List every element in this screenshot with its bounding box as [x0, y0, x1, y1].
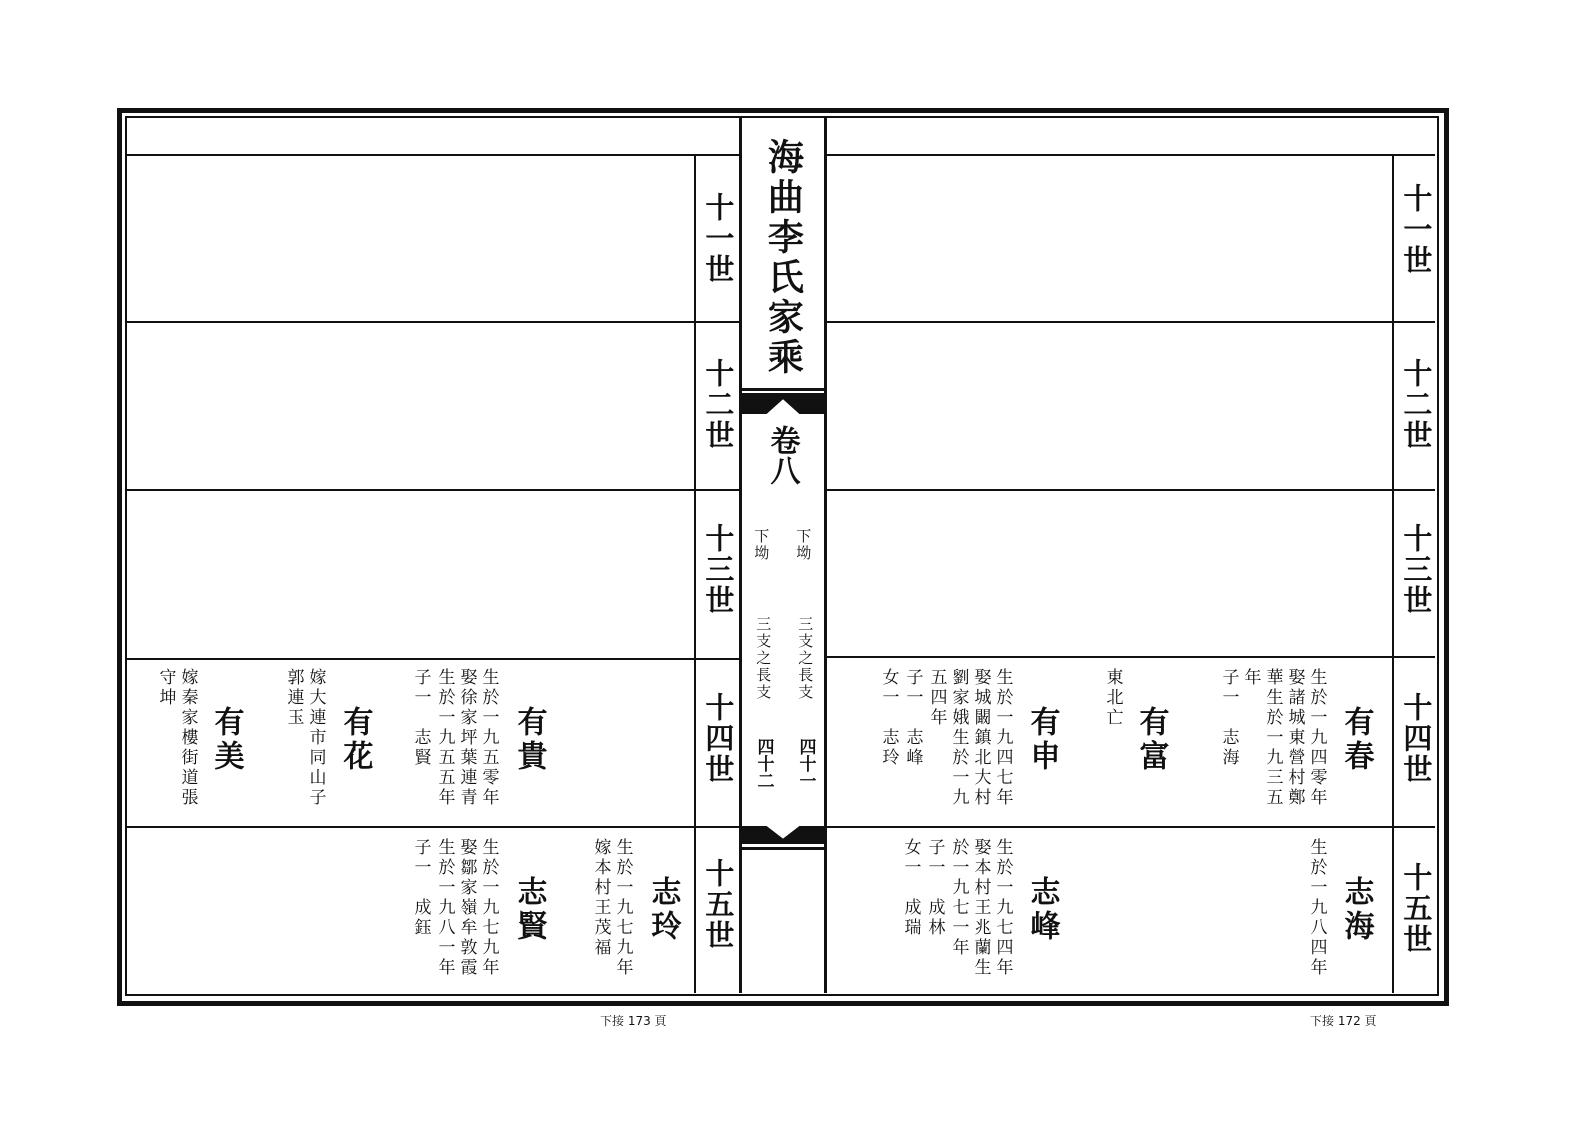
right-row-line — [827, 826, 1435, 828]
spine-village-left: 下坳 — [752, 528, 771, 562]
left-row-line — [127, 826, 739, 828]
gen-label-12-right: 十二世 — [1399, 358, 1434, 451]
spine-left-border — [739, 117, 742, 993]
book-title: 海曲李氏家乘 — [762, 138, 805, 378]
person-detail: 於一九七一年 — [948, 838, 969, 958]
person-detail: 劉家娥生於一九 — [948, 668, 969, 808]
gen-label-12-left: 十二世 — [701, 358, 736, 451]
person-name: 有美 — [208, 706, 244, 774]
person-name: 有花 — [337, 706, 373, 774]
person-detail: 生於一九四零年 — [1306, 668, 1327, 808]
volume-label: 卷八 — [764, 425, 800, 485]
person-detail: 嫁大連市同山子 — [305, 668, 326, 808]
right-row-line — [827, 154, 1435, 156]
gen-label-11-right: 十一世 — [1399, 183, 1434, 276]
page-number-right: 四十一 — [795, 738, 816, 789]
person-detail: 東北亡 — [1102, 668, 1123, 728]
person-detail: 子一 志海 — [1218, 668, 1239, 768]
person-detail: 子一 志賢 — [410, 668, 431, 768]
person-detail: 娶城闞鎮北大村 — [970, 668, 991, 808]
left-gen-column-border — [694, 155, 696, 993]
gen-label-11-left: 十一世 — [701, 192, 736, 285]
right-row-line — [827, 321, 1435, 323]
person-name: 有春 — [1338, 706, 1374, 774]
person-name: 志玲 — [645, 876, 681, 944]
gen-label-14-right: 十四世 — [1399, 692, 1434, 785]
person-detail: 嫁本村王茂福 — [590, 838, 611, 958]
person-detail: 女一 成瑞 — [900, 838, 921, 938]
person-name: 有貴 — [511, 706, 547, 774]
gen-label-15-left: 十五世 — [701, 858, 736, 951]
person-detail: 子一 志峰 — [902, 668, 923, 768]
person-detail: 娶諸城東營村鄭 — [1284, 668, 1305, 808]
footer-continuation-right: 下接 172 頁 — [1310, 1014, 1377, 1028]
person-detail: 生於一九八四年 — [1306, 838, 1327, 978]
person-detail: 生於一九七九年 — [478, 838, 499, 978]
person-detail: 生於一九八一年 — [434, 838, 455, 978]
person-detail: 華生於一九三五 — [1262, 668, 1283, 808]
person-name: 志賢 — [511, 876, 547, 944]
left-row-line — [127, 489, 739, 491]
spine-lower-band — [742, 847, 824, 850]
spine-upper-band — [742, 388, 824, 391]
person-detail: 五四年 — [926, 668, 947, 728]
person-detail: 娶本村王兆蘭生 — [970, 838, 991, 978]
gen-label-15-right: 十五世 — [1399, 862, 1434, 955]
right-gen-column-border — [1392, 155, 1394, 993]
person-detail: 娶徐家坪葉連青 — [456, 668, 477, 808]
gen-label-14-left: 十四世 — [701, 692, 736, 785]
person-detail: 生於一九七四年 — [992, 838, 1013, 978]
person-detail: 女一 志玲 — [878, 668, 899, 768]
footer-continuation-left: 下接 173 頁 — [600, 1014, 667, 1028]
person-name: 志海 — [1338, 876, 1374, 944]
spine-right-border — [824, 117, 827, 993]
right-row-line — [827, 656, 1435, 658]
person-detail: 生於一九七九年 — [612, 838, 633, 978]
right-row-line — [827, 489, 1435, 491]
person-name: 志峰 — [1024, 876, 1060, 944]
person-detail: 郭連玉 — [283, 668, 304, 728]
person-detail: 生於一九五零年 — [478, 668, 499, 808]
person-detail: 生於一九五五年 — [434, 668, 455, 808]
person-detail: 生於一九四七年 — [992, 668, 1013, 808]
spine-branch-right: 三支之長支 — [796, 616, 815, 701]
person-detail: 子一 成鈺 — [410, 838, 431, 938]
gen-label-13-right: 十三世 — [1399, 523, 1434, 616]
spine-branch-left: 三支之長支 — [754, 616, 773, 701]
person-name: 有申 — [1024, 706, 1060, 774]
left-row-line — [127, 658, 739, 660]
spine-village-right: 下坳 — [794, 528, 813, 562]
person-detail: 娶鄒家嶺牟敦霞 — [456, 838, 477, 978]
person-detail: 子一 成林 — [924, 838, 945, 938]
person-name: 有富 — [1133, 706, 1169, 774]
gen-label-13-left: 十三世 — [701, 523, 736, 616]
left-row-line — [127, 321, 739, 323]
left-row-line — [127, 154, 739, 156]
person-detail: 嫁秦家樓街道張 — [177, 668, 198, 808]
page-number-left: 四十二 — [753, 738, 774, 789]
person-detail: 年 — [1240, 668, 1261, 688]
person-detail: 守坤 — [155, 668, 176, 708]
